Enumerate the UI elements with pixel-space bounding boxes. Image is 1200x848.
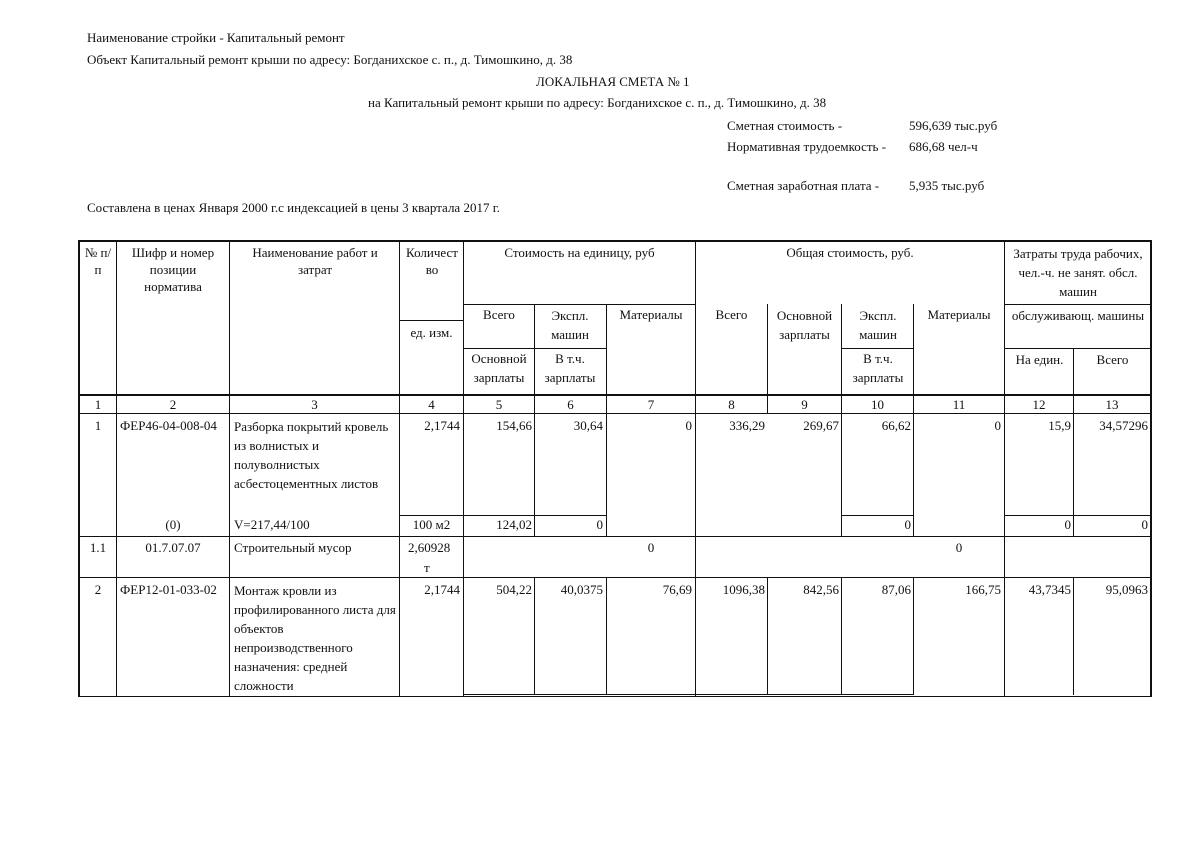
row-c7: 0 bbox=[685, 418, 692, 433]
table-border-top bbox=[78, 240, 1152, 242]
header-unit-cost: Стоимость на единицу, руб bbox=[504, 245, 655, 260]
header-name: Наименование работ и затрат bbox=[252, 245, 378, 277]
row-c5: 504,22 bbox=[496, 582, 532, 597]
header-total-wage: Основной зарплаты bbox=[776, 308, 833, 342]
header-num: № п/п bbox=[84, 245, 112, 277]
row-c12: 15,9 bbox=[1048, 418, 1071, 433]
table-col-line bbox=[1073, 348, 1074, 536]
row-c9: 842,56 bbox=[803, 582, 839, 597]
header-unit-mach: Экспл. машин bbox=[551, 308, 589, 342]
table-border-left bbox=[78, 240, 80, 697]
row-num: 2 bbox=[94, 582, 102, 597]
col-number: 10 bbox=[871, 397, 884, 412]
row-num: 1.1 bbox=[89, 540, 107, 555]
table-line bbox=[399, 320, 464, 321]
header-labor-total: Всего bbox=[1096, 352, 1129, 367]
col-number: 3 bbox=[311, 397, 318, 412]
row-sub-c5: 124,02 bbox=[496, 517, 532, 532]
table-col-line bbox=[229, 240, 230, 697]
header-labor-unit: На един. bbox=[1015, 352, 1064, 367]
row-sub-c12: 0 bbox=[1064, 517, 1071, 532]
prices-note: Составлена в ценах Января 2000 г.с индексацией в цены 3 квартала 2017 г. bbox=[87, 200, 500, 215]
row-name: Строительный мусор bbox=[234, 540, 352, 555]
row-sub-c6: 0 bbox=[596, 517, 603, 532]
row-unit: т bbox=[424, 560, 430, 575]
row-c7: 0 bbox=[647, 540, 655, 555]
header-code: Шифр и номер позиции норматива bbox=[131, 245, 215, 294]
col-number: 12 bbox=[1032, 397, 1046, 412]
row-c13: 34,57296 bbox=[1099, 418, 1148, 433]
row-num: 1 bbox=[94, 418, 102, 433]
cost-label: Сметная стоимость - bbox=[727, 118, 843, 133]
cost-value: 596,639 тыс.руб bbox=[909, 118, 998, 133]
construction-name: Наименование стройки - Капитальный ремонт bbox=[87, 30, 345, 45]
row-c5: 154,66 bbox=[496, 418, 532, 433]
col-number: 6 bbox=[567, 397, 574, 412]
table-col-line bbox=[116, 240, 117, 697]
header-total-mat: Материалы bbox=[927, 307, 991, 322]
table-line bbox=[1004, 304, 1152, 305]
header-total-cost: Общая стоимость, руб. bbox=[786, 245, 914, 260]
row-code: ФЕР12-01-033-02 bbox=[120, 582, 217, 597]
row-sub-c10: 0 bbox=[904, 517, 911, 532]
col-number: 4 bbox=[428, 397, 435, 412]
row-qty: 2,60928 bbox=[408, 540, 451, 555]
row-qty: 2,1744 bbox=[424, 582, 460, 597]
table-col-line bbox=[1004, 240, 1005, 697]
row-c13: 95,0963 bbox=[1105, 582, 1148, 597]
header-total-mach-wage: В т.ч. зарплаты bbox=[852, 351, 904, 385]
col-number: 13 bbox=[1105, 397, 1119, 412]
header-qty: Количест во bbox=[406, 245, 458, 277]
col-number: 8 bbox=[728, 397, 735, 412]
labor-value: 686,68 чел-ч bbox=[909, 139, 978, 154]
wage-label: Сметная заработная плата - bbox=[727, 178, 880, 193]
row-qty: 2,1744 bbox=[424, 418, 460, 433]
labor-label: Нормативная трудоемкость - bbox=[727, 139, 887, 154]
table-line bbox=[78, 536, 1152, 537]
row-c9: 269,67 bbox=[803, 418, 839, 433]
row-sub-unit: 100 м2 bbox=[412, 517, 451, 532]
table-border-right bbox=[1150, 240, 1152, 697]
col-number: 9 bbox=[801, 397, 808, 412]
row-name: Разборка покрытий кровель из волнистых и полуволнистых асбестоцементных листов bbox=[234, 419, 389, 491]
col-number: 5 bbox=[495, 397, 503, 412]
col-number: 2 bbox=[169, 397, 177, 412]
table-col-line bbox=[399, 240, 400, 697]
col-number: 7 bbox=[647, 397, 655, 412]
row-code: 01.7.07.07 bbox=[145, 540, 201, 555]
row-c12: 43,7345 bbox=[1028, 582, 1071, 597]
row-c10: 66,62 bbox=[881, 418, 911, 433]
row-c8: 1096,38 bbox=[722, 582, 765, 597]
row-c11: 0 bbox=[994, 418, 1001, 433]
header-unit-mach-wage: В т.ч. зарплаты bbox=[544, 351, 596, 385]
wage-value: 5,935 тыс.руб bbox=[909, 178, 985, 193]
row-code: ФЕР46-04-008-04 bbox=[120, 418, 217, 433]
row-c8: 336,29 bbox=[729, 418, 765, 433]
header-total-mach: Экспл. машин bbox=[859, 308, 897, 342]
table-border-bottom bbox=[78, 696, 1152, 697]
row-name: Монтаж кровли из профилированного листа для объектов непроизводственного назначения: средней сложности bbox=[234, 583, 396, 693]
object-name: Объект Капитальный ремонт крыши по адресу: Богданихское с. п., д. Тимошкино, д. 38 bbox=[87, 52, 573, 67]
header-unit-total: Всего bbox=[483, 307, 515, 322]
table-line bbox=[78, 413, 1152, 414]
row-sub-name: V=217,44/100 bbox=[234, 517, 310, 532]
header-unit: ед. изм. bbox=[410, 325, 453, 340]
table-line bbox=[78, 577, 1152, 578]
row-c11: 0 bbox=[955, 540, 963, 555]
table-line bbox=[463, 304, 696, 305]
row-c7: 76,69 bbox=[662, 582, 692, 597]
estimate-subtitle: на Капитальный ремонт крыши по адресу: Богданихское с. п., д. Тимошкино, д. 38 bbox=[368, 95, 827, 110]
row-c10: 87,06 bbox=[881, 582, 911, 597]
header-unit-mat: Материалы bbox=[619, 307, 683, 322]
header-unit-wage: Основной зарплаты bbox=[471, 351, 527, 385]
col-number: 11 bbox=[952, 397, 966, 412]
header-labor: Затраты труда рабочих, чел.-ч. не занят. обсл. машин bbox=[1013, 246, 1143, 299]
row-c6: 30,64 bbox=[573, 418, 603, 433]
table-line bbox=[1004, 348, 1152, 349]
table-line bbox=[463, 694, 913, 695]
row-c11: 166,75 bbox=[965, 582, 1001, 597]
header-total-all: Всего bbox=[715, 307, 748, 322]
col-number: 1 bbox=[94, 397, 102, 412]
estimate-title: ЛОКАЛЬНАЯ СМЕТА № 1 bbox=[536, 74, 690, 89]
row-sub-code: (0) bbox=[165, 517, 181, 532]
row-c6: 40,0375 bbox=[560, 582, 603, 597]
header-labor-mach: обслуживающ. машины bbox=[1011, 308, 1145, 323]
row-sub-c13: 0 bbox=[1141, 517, 1148, 532]
